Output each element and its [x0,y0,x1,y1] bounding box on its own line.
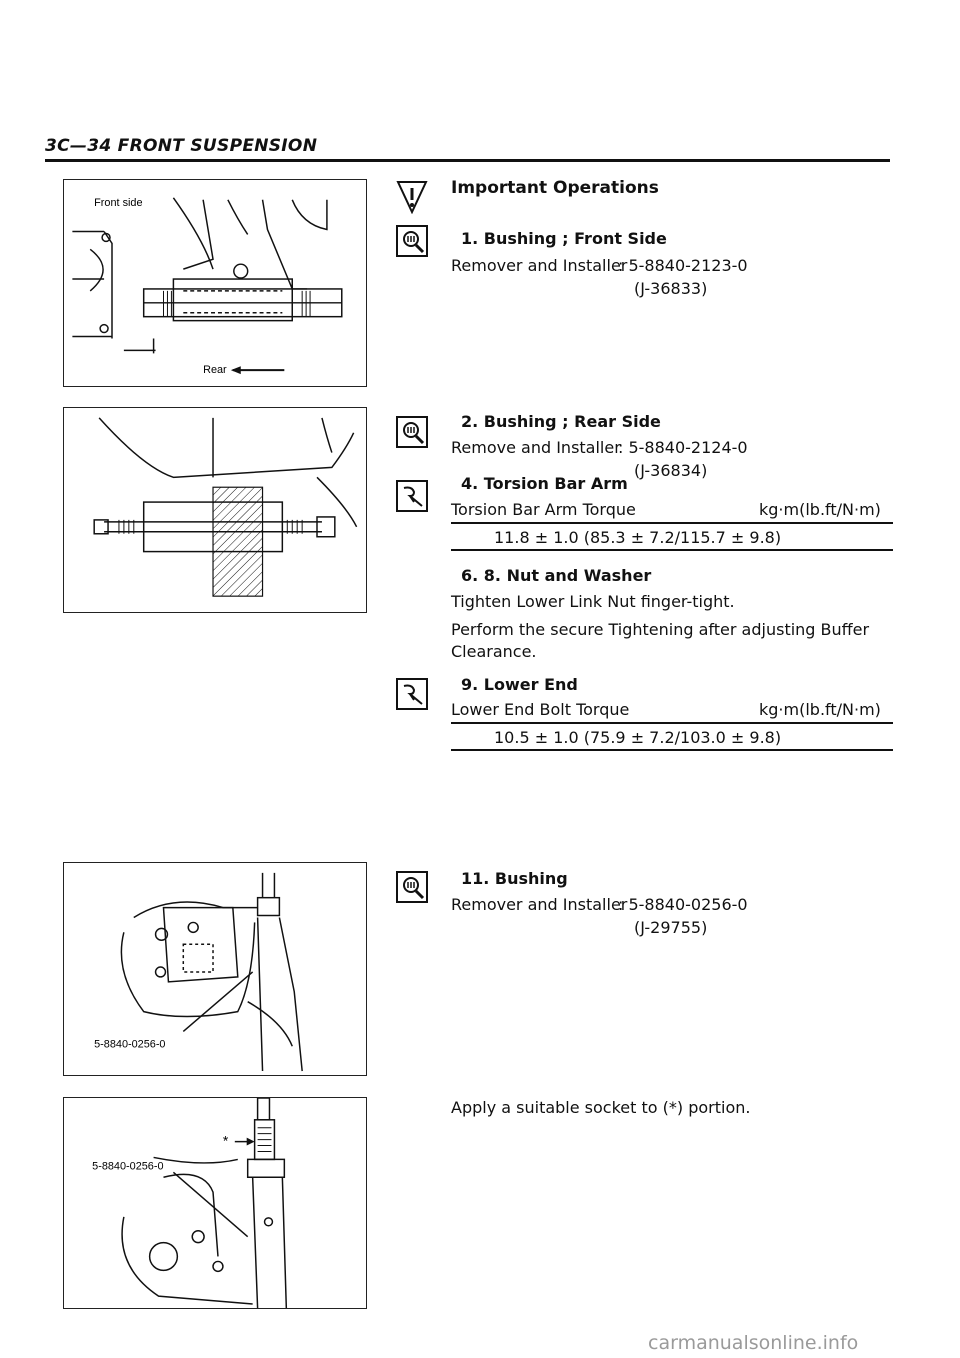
section-2-heading: 2. Bushing ; Rear Side [461,412,661,431]
section-1-heading: 1. Bushing ; Front Side [461,229,667,248]
header-rule [45,159,890,162]
rear-label: Rear [203,364,227,377]
socket-arrow-icon [247,1138,255,1146]
figure-lower-arm-bushing-removal [63,862,367,1076]
section-2-tool-number: : 5-8840-2124-0 [618,438,748,457]
section-9-torque-label: Lower End Bolt Torque [451,700,630,719]
special-tool-icon [396,871,428,903]
torque-wrench-icon [396,678,428,710]
section-1-tool-number: : 5-8840-2123-0 [618,256,748,275]
lower-arm-bushing-drawing [64,863,366,1075]
section-4-heading: 4. Torsion Bar Arm [461,474,628,493]
section-6-line-2: Perform the secure Tightening after adjusting Buffer [451,620,870,639]
socket-note: Apply a suitable socket to (*) portion. [451,1098,751,1117]
section-9-torque-value: 10.5 ± 1.0 (75.9 ± 7.2/103.0 ± 9.8) [494,728,782,747]
section-2-tool-j-number: (J-36834) [634,461,708,480]
section-6-heading: 6. 8. Nut and Washer [461,566,652,585]
front-side-bushing-drawing [64,180,366,386]
section-11-tool-label: Remover and Installer [451,895,628,914]
section-11-heading: 11. Bushing [461,869,568,888]
lower-arm-bushing-install-drawing [64,1098,366,1308]
section-9-heading: 9. Lower End [461,675,578,694]
section-4-torque-label: Torsion Bar Arm Torque [451,500,636,519]
figure-rear-side-bushing [63,407,367,613]
section-6-line-3: Clearance. [451,642,537,661]
rear-arrow-icon [231,366,241,374]
rear-side-bushing-drawing [64,408,366,612]
section-9-torque-unit: kg·m(lb.ft/N·m) [759,700,881,719]
section-2-tool-label: Remove and Installer [451,438,621,457]
section-1-tool-j-number: (J-36833) [634,279,708,298]
page-header: 3C—34 FRONT SUSPENSION [45,136,318,156]
special-tool-icon [396,416,428,448]
section-11-tool-j-number: (J-29755) [634,918,708,937]
section-1-tool-label: Remover and Installer [451,256,628,275]
torque-wrench-icon [396,480,428,512]
section-4-torque-unit: kg·m(lb.ft/N·m) [759,500,881,519]
section-4-torque-value: 11.8 ± 1.0 (85.3 ± 7.2/115.7 ± 9.8) [494,528,782,547]
figure-lower-arm-bushing-install [63,1097,367,1309]
important-warning-icon [396,180,428,214]
front-side-label: Front side [94,196,143,209]
important-operations-heading: Important Operations [451,178,659,198]
section-6-line-1: Tighten Lower Link Nut finger-tight. [451,592,735,611]
section-4-table-bottom-rule [451,549,893,551]
section-9-table-bottom-rule [451,749,893,751]
watermark: carmanualsonline.info [648,1332,859,1354]
fig3-part-label: 5-8840-0256-0 [94,1038,166,1051]
special-tool-icon [396,225,428,257]
section-4-table-top-rule [451,522,893,524]
fig4-part-label: 5-8840-0256-0 [92,1160,164,1173]
figure-front-side-bushing [63,179,367,387]
fig4-star-label: * [222,1132,229,1149]
section-9-table-top-rule [451,722,893,724]
section-11-tool-number: : 5-8840-0256-0 [618,895,748,914]
